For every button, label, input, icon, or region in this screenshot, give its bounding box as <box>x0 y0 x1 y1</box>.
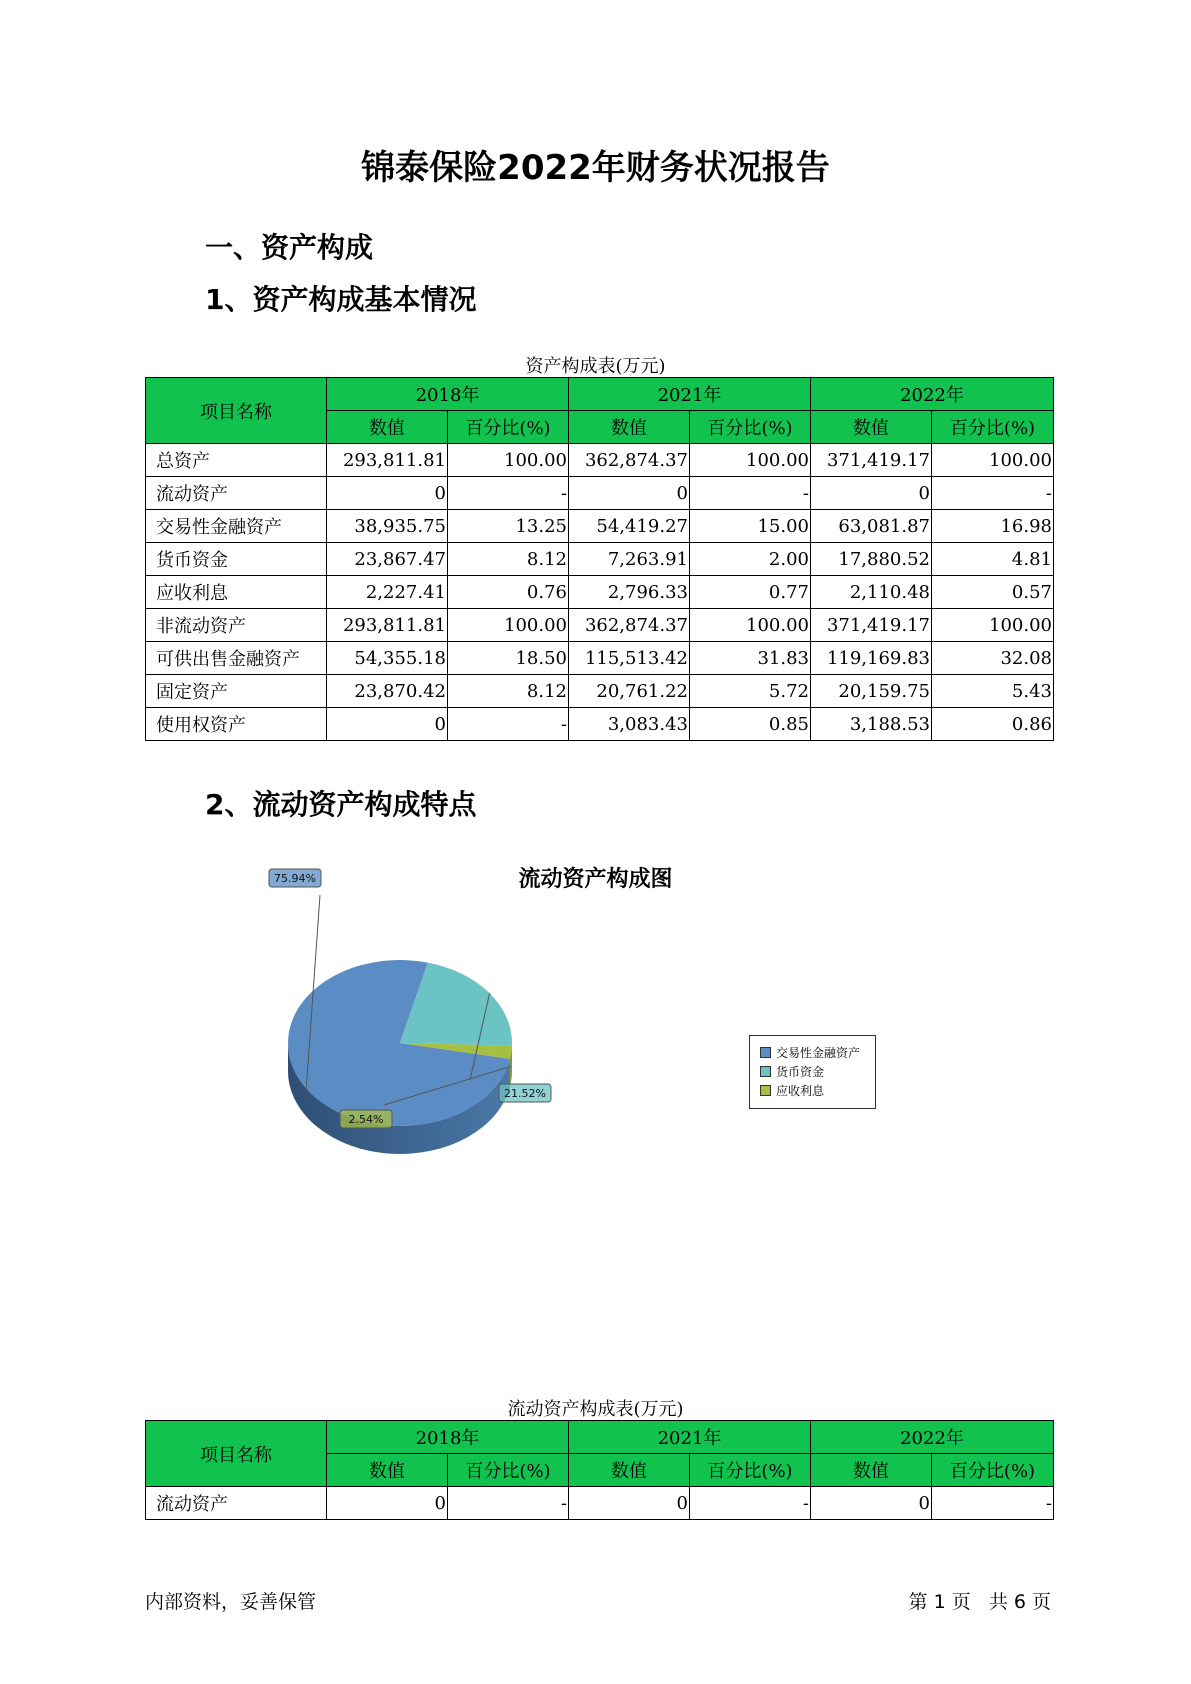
cell-percent: 8.12 <box>448 543 569 576</box>
header-value: 数值 <box>569 1454 690 1487</box>
cell-value: 0 <box>327 477 448 510</box>
document-title: 锦泰保险2022年财务状况报告 <box>361 148 830 188</box>
table-row <box>146 543 1054 576</box>
legend-item-interest-receivable <box>760 1083 824 1099</box>
header-year: 2021年 <box>569 378 811 411</box>
cell-percent: 32.08 <box>932 642 1054 675</box>
current-assets-table <box>145 1420 1054 1520</box>
cell-value: 119,169.83 <box>811 642 932 675</box>
cell-value: 2,796.33 <box>569 576 690 609</box>
cell-percent: - <box>690 477 811 510</box>
legend-label: 货币资金 <box>776 1065 825 1079</box>
header-value: 数值 <box>811 411 932 444</box>
header-percent: 百分比(%) <box>690 1454 811 1487</box>
chart-title: 流动资产构成图 <box>518 867 673 892</box>
table-row <box>146 576 1054 609</box>
header-percent: 百分比(%) <box>448 411 569 444</box>
cell-value: 17,880.52 <box>811 543 932 576</box>
table-row <box>146 510 1054 543</box>
cell-value: 23,867.47 <box>327 543 448 576</box>
cell-value: 293,811.81 <box>327 444 448 477</box>
legend-item-trading-assets <box>760 1045 860 1061</box>
cell-value: 3,083.43 <box>569 708 690 741</box>
cell-percent: 100.00 <box>690 609 811 642</box>
legend-item-monetary-funds <box>760 1064 824 1080</box>
cell-percent: 13.25 <box>448 510 569 543</box>
cell-value: 23,870.42 <box>327 675 448 708</box>
cell-value: 362,874.37 <box>569 609 690 642</box>
cell-percent: 31.83 <box>690 642 811 675</box>
legend-label: 应收利息 <box>776 1084 825 1098</box>
header-percent: 百分比(%) <box>932 411 1054 444</box>
header-year: 2018年 <box>327 378 569 411</box>
cell-percent: 16.98 <box>932 510 1054 543</box>
cell-percent: 100.00 <box>690 444 811 477</box>
cell-value: 115,513.42 <box>569 642 690 675</box>
subsection-heading-current-assets: 2、流动资产构成特点 <box>205 788 477 821</box>
table-row <box>146 609 1054 642</box>
cell-percent: 18.50 <box>448 642 569 675</box>
cell-percent: - <box>448 477 569 510</box>
row-label: 非流动资产 <box>146 609 327 642</box>
row-label: 应收利息 <box>146 576 327 609</box>
cell-percent: - <box>690 1487 811 1520</box>
cell-percent: 15.00 <box>690 510 811 543</box>
cell-percent: - <box>932 1487 1054 1520</box>
cell-percent: 100.00 <box>448 609 569 642</box>
cell-value: 0 <box>569 1487 690 1520</box>
header-item-name: 项目名称 <box>146 1421 327 1487</box>
svg-text:21.52%: 21.52% <box>504 1087 546 1100</box>
header-value: 数值 <box>327 1454 448 1487</box>
svg-text:75.94%: 75.94% <box>274 872 316 885</box>
cell-percent: 0.57 <box>932 576 1054 609</box>
legend-label: 交易性金融资产 <box>776 1046 861 1060</box>
header-year: 2018年 <box>327 1421 569 1454</box>
header-percent: 百分比(%) <box>448 1454 569 1487</box>
footer-confidential-note: 内部资料，妥善保管 <box>145 1591 317 1613</box>
legend-swatch <box>760 1085 771 1096</box>
table1-caption: 资产构成表(万元) <box>525 356 666 377</box>
pie-value-label <box>499 1084 551 1102</box>
header-percent: 百分比(%) <box>690 411 811 444</box>
row-label: 流动资产 <box>146 477 327 510</box>
cell-percent: - <box>448 708 569 741</box>
table-row <box>146 642 1054 675</box>
cell-value: 0 <box>811 1487 932 1520</box>
asset-composition-table <box>145 377 1054 741</box>
cell-value: 54,419.27 <box>569 510 690 543</box>
cell-percent: 4.81 <box>932 543 1054 576</box>
header-year: 2022年 <box>811 1421 1054 1454</box>
table2-caption: 流动资产构成表(万元) <box>507 1399 684 1420</box>
table-row <box>146 708 1054 741</box>
cell-percent: 0.86 <box>932 708 1054 741</box>
cell-value: 2,110.48 <box>811 576 932 609</box>
cell-percent: 100.00 <box>932 444 1054 477</box>
cell-percent: 5.72 <box>690 675 811 708</box>
cell-value: 371,419.17 <box>811 444 932 477</box>
header-percent: 百分比(%) <box>932 1454 1054 1487</box>
legend-swatch <box>760 1066 771 1077</box>
footer-page-number: 第 1 页 共 6 页 <box>908 1591 1051 1613</box>
header-item-name: 项目名称 <box>146 378 327 444</box>
cell-percent: 100.00 <box>448 444 569 477</box>
section-heading-asset-composition: 一、资产构成 <box>205 231 374 264</box>
table-row <box>146 1487 1054 1520</box>
cell-percent: - <box>448 1487 569 1520</box>
pie-value-label <box>269 869 321 887</box>
cell-value: 293,811.81 <box>327 609 448 642</box>
cell-value: 0 <box>327 1487 448 1520</box>
row-label: 流动资产 <box>146 1487 327 1520</box>
cell-percent: 0.77 <box>690 576 811 609</box>
header-value: 数值 <box>569 411 690 444</box>
row-label: 可供出售金融资产 <box>146 642 327 675</box>
current-assets-pie-chart <box>270 872 610 1185</box>
row-label: 货币资金 <box>146 543 327 576</box>
cell-value: 63,081.87 <box>811 510 932 543</box>
table-row <box>146 675 1054 708</box>
cell-percent: - <box>932 477 1054 510</box>
cell-value: 20,159.75 <box>811 675 932 708</box>
cell-value: 54,355.18 <box>327 642 448 675</box>
cell-percent: 2.00 <box>690 543 811 576</box>
cell-value: 0 <box>811 477 932 510</box>
svg-text:2.54%: 2.54% <box>348 1113 384 1126</box>
header-value: 数值 <box>327 411 448 444</box>
row-label: 固定资产 <box>146 675 327 708</box>
table-row <box>146 444 1054 477</box>
subsection-heading-basic: 1、资产构成基本情况 <box>205 283 477 316</box>
chart-legend <box>749 1035 876 1109</box>
row-label: 总资产 <box>146 444 327 477</box>
pie-value-label <box>340 1110 392 1128</box>
cell-value: 20,761.22 <box>569 675 690 708</box>
cell-percent: 100.00 <box>932 609 1054 642</box>
table-row <box>146 477 1054 510</box>
cell-value: 362,874.37 <box>569 444 690 477</box>
cell-value: 3,188.53 <box>811 708 932 741</box>
header-value: 数值 <box>811 1454 932 1487</box>
cell-percent: 0.76 <box>448 576 569 609</box>
cell-percent: 8.12 <box>448 675 569 708</box>
cell-value: 7,263.91 <box>569 543 690 576</box>
cell-value: 371,419.17 <box>811 609 932 642</box>
cell-value: 2,227.41 <box>327 576 448 609</box>
cell-value: 0 <box>569 477 690 510</box>
legend-swatch <box>760 1047 771 1058</box>
header-year: 2021年 <box>569 1421 811 1454</box>
cell-value: 0 <box>327 708 448 741</box>
header-year: 2022年 <box>811 378 1054 411</box>
cell-percent: 5.43 <box>932 675 1054 708</box>
row-label: 使用权资产 <box>146 708 327 741</box>
cell-value: 38,935.75 <box>327 510 448 543</box>
cell-percent: 0.85 <box>690 708 811 741</box>
row-label: 交易性金融资产 <box>146 510 327 543</box>
